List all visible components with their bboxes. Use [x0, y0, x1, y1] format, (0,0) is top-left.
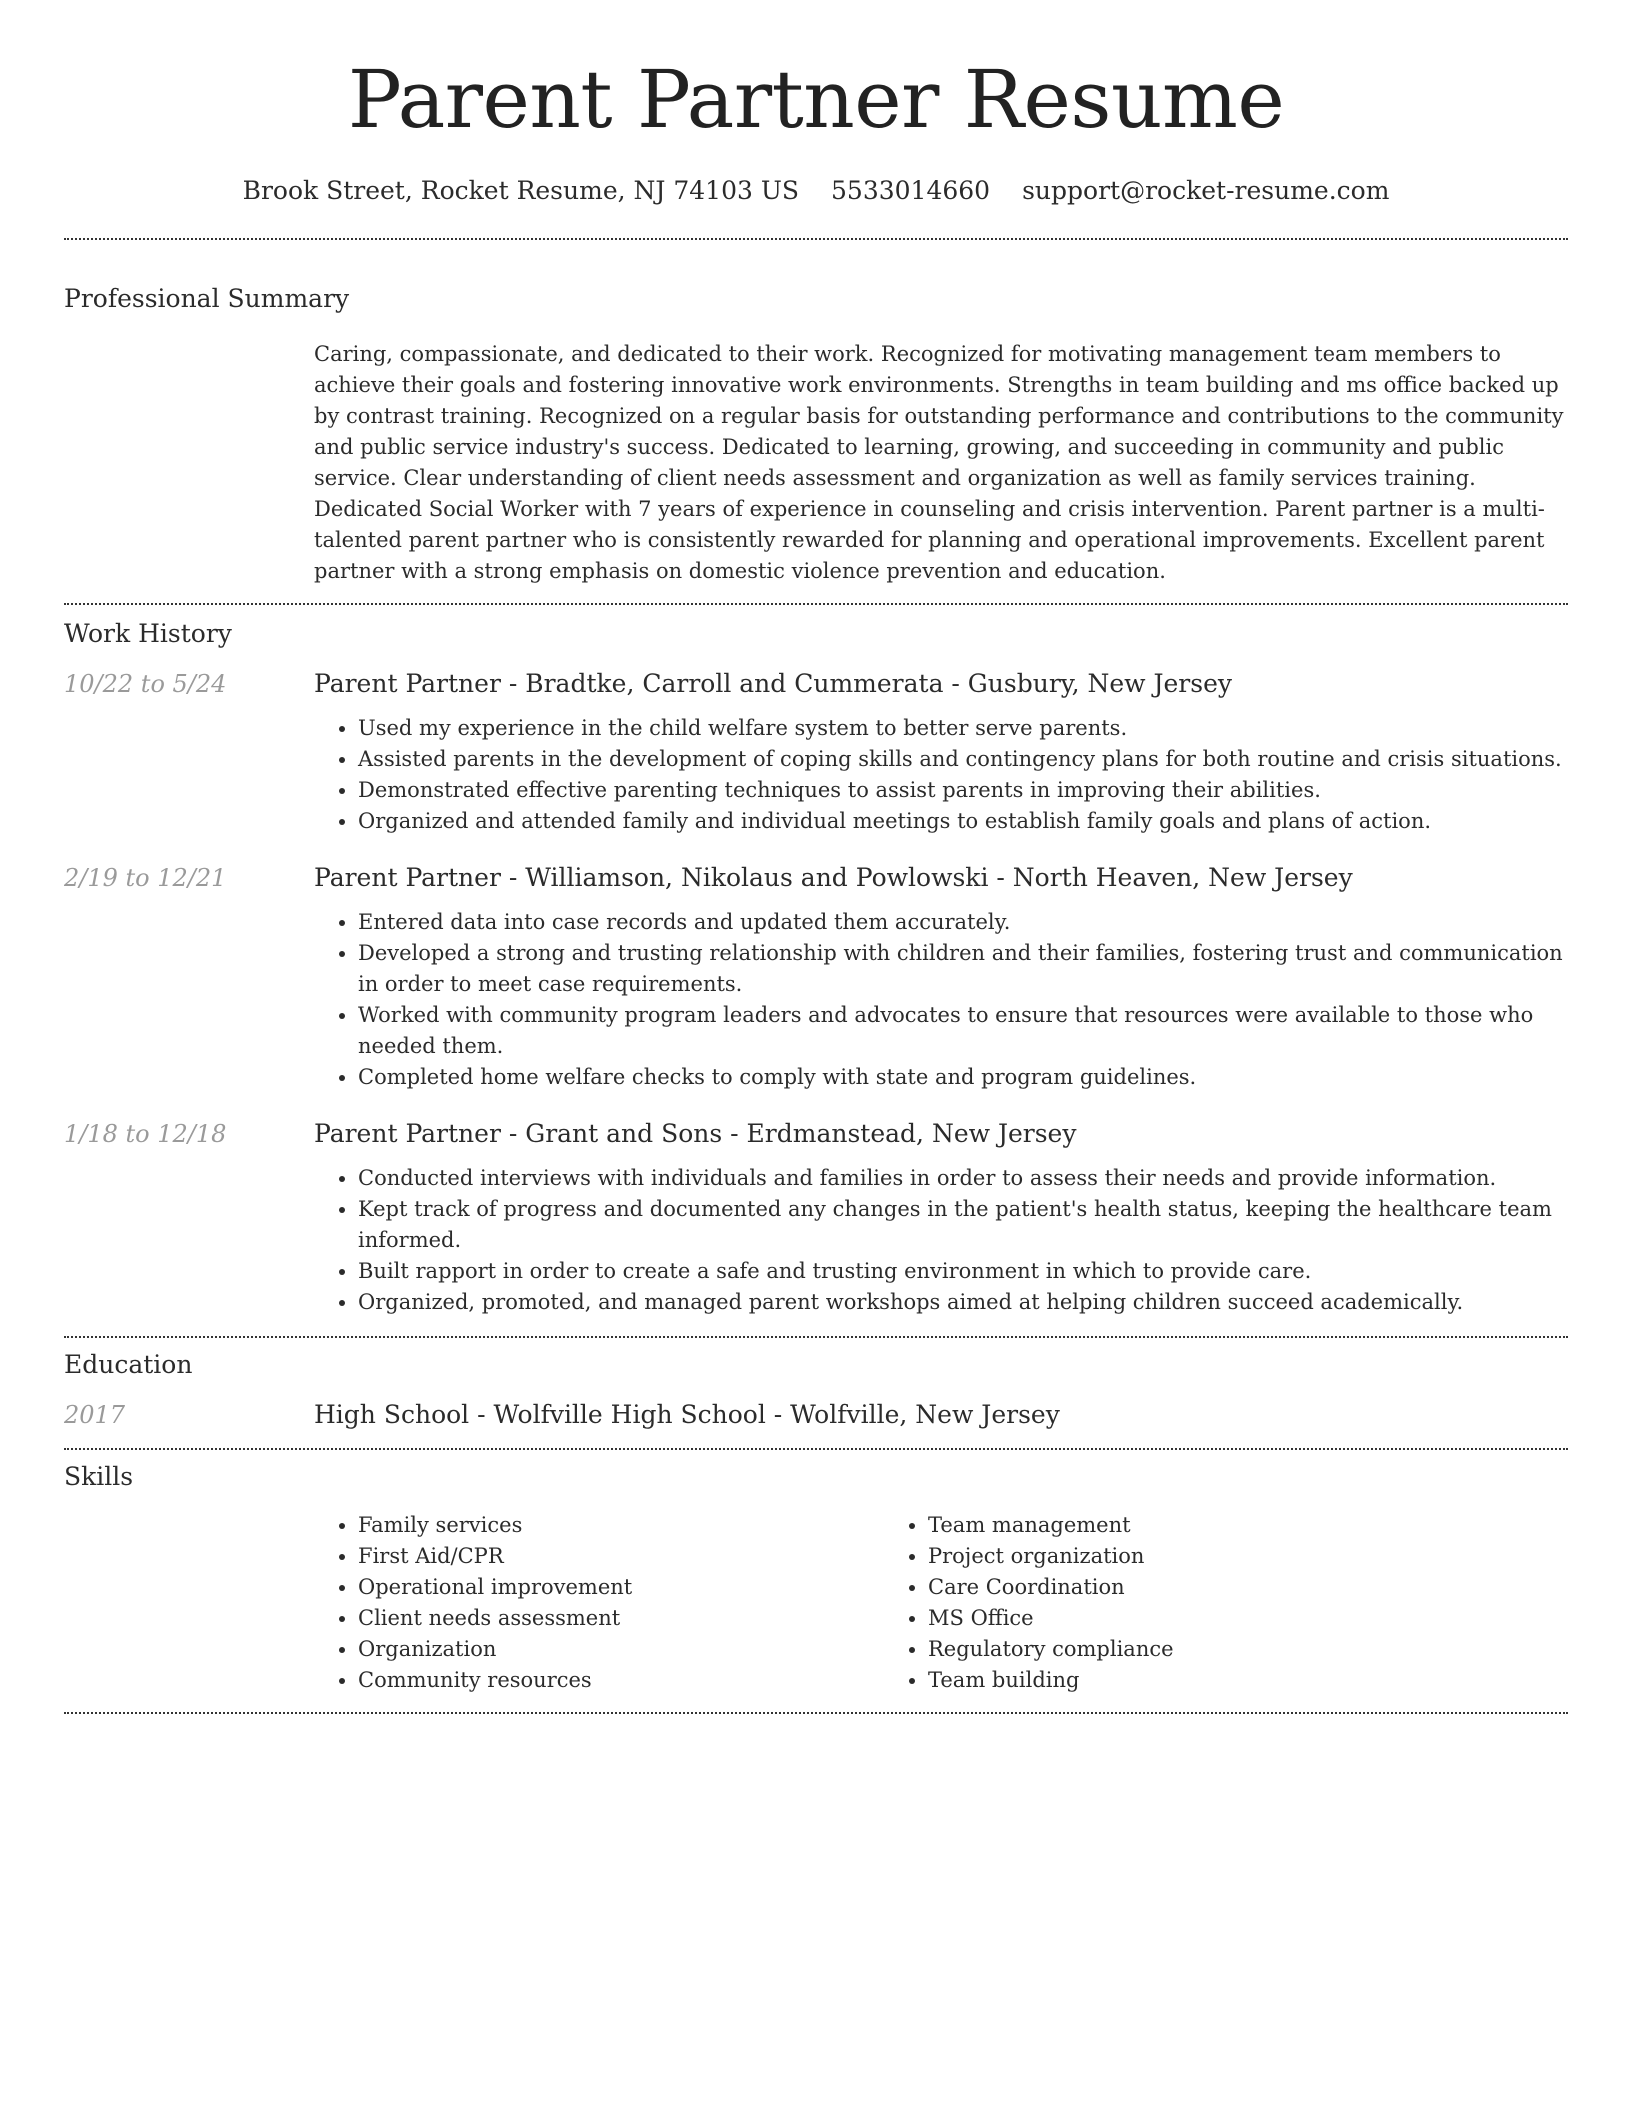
job-entry: [64, 667, 1568, 837]
job-duty-item: • Entered data into case records and updated them accurately.: [358, 907, 1568, 938]
job-duty-item: • Organized, promoted, and managed parent workshops aimed at helping children succeed academically.: [358, 1287, 1568, 1318]
education-section: [64, 1338, 1568, 1448]
job-details: [314, 861, 1568, 1093]
skills-section: [64, 1450, 1568, 1696]
job-title: Parent Partner - Bradtke, Carroll and Cummerata - Gusbury, New Jersey: [314, 669, 1232, 698]
job-entry: [64, 1117, 1568, 1318]
education-entry: [64, 1398, 1568, 1448]
job-duty-item: • Assisted parents in the development of coping skills and contingency plans for both routine and crisis situations.: [358, 744, 1568, 775]
job-dates: 10/22 to 5/24: [64, 670, 227, 698]
job-duties: [314, 713, 1568, 837]
job-dates: 1/18 to 12/18: [64, 1120, 227, 1148]
skill-item: • Organization: [358, 1634, 884, 1665]
job-duty-item: • Used my experience in the child welfare system to better serve parents.: [358, 713, 1568, 744]
job-duty-item: • Worked with community program leaders and advocates to ensure that resources were available to those who needed them.: [358, 1000, 1568, 1062]
skills-divider: [64, 1712, 1568, 1714]
skill-item: • MS Office: [928, 1603, 1454, 1634]
resume-title: Parent Partner Resume: [347, 53, 1285, 146]
skill-item: • First Aid/CPR: [358, 1541, 884, 1572]
job-duty-item: • Demonstrated effective parenting techniques to assist parents in improving their abilities.: [358, 775, 1568, 806]
education-title: High School - Wolfville High School - Wolfville, New Jersey: [314, 1400, 1060, 1429]
contact-address: Brook Street, Rocket Resume, NJ 74103 US: [242, 176, 800, 205]
job-duty-item: • Built rapport in order to create a safe and trusting environment in which to provide care.: [358, 1256, 1568, 1287]
job-entry: [64, 861, 1568, 1093]
skills-column-right: [884, 1510, 1454, 1696]
job-list: [64, 667, 1568, 1318]
skills-heading: Skills: [64, 1462, 134, 1491]
skill-item: • Team building: [928, 1665, 1454, 1696]
skill-item: • Project organization: [928, 1541, 1454, 1572]
job-duty-item: • Developed a strong and trusting relationship with children and their families, fostering trust and communication in order to meet case requirements.: [358, 938, 1568, 1000]
job-duties: [314, 1163, 1568, 1318]
skills-column-left: [314, 1510, 884, 1696]
summary-section: [64, 240, 1568, 587]
skill-item: • Regulatory compliance: [928, 1634, 1454, 1665]
skill-item: • Family services: [358, 1510, 884, 1541]
skill-item: • Team management: [928, 1510, 1454, 1541]
job-duty-item: • Organized and attended family and individual meetings to establish family goals and plans of action.: [358, 806, 1568, 837]
job-duty-item: • Conducted interviews with individuals and families in order to assess their needs and provide information.: [358, 1163, 1568, 1194]
contact-info: [64, 174, 1568, 208]
summary-text: Caring, compassionate, and dedicated to their work. Recognized for motivating management team members to achieve their goals and fostering innovative work environments. Strengths in team building and ms office backed up by contrast training. Recognized on a regular basis for outstanding performance and contributions to the community and public service industry's success. Dedicated to learning, growing, and succeeding in community and public service. Clear understanding of client needs assessment and organization as well as family services training. Dedicated Social Worker with 7 years of experience in counseling and crisis intervention. Parent partner is a multi-talented parent partner who is consistently rewarded for planning and operational improvements. Excellent parent partner with a strong emphasis on domestic violence prevention and education.: [314, 342, 1564, 583]
skill-item: • Client needs assessment: [358, 1603, 884, 1634]
skill-item: • Operational improvement: [358, 1572, 884, 1603]
skill-item: • Community resources: [358, 1665, 884, 1696]
summary-heading: Professional Summary: [64, 284, 350, 313]
work-history-heading: Work History: [64, 619, 232, 648]
education-heading: Education: [64, 1350, 193, 1379]
skill-item: • Care Coordination: [928, 1572, 1454, 1603]
contact-email: support@rocket-resume.com: [1022, 176, 1390, 205]
contact-phone: 5533014660: [831, 176, 991, 205]
work-history-section: [64, 605, 1568, 1336]
job-details: [314, 1117, 1568, 1318]
job-duty-item: • Completed home welfare checks to comply with state and program guidelines.: [358, 1062, 1568, 1093]
skills-columns: [314, 1510, 1568, 1696]
job-dates: 2/19 to 12/21: [64, 864, 227, 892]
job-duties: [314, 907, 1568, 1093]
job-details: [314, 667, 1568, 837]
job-title: Parent Partner - Grant and Sons - Erdmanstead, New Jersey: [314, 1119, 1077, 1148]
job-duty-item: • Kept track of progress and documented any changes in the patient's health status, keeping the healthcare team informed.: [358, 1194, 1568, 1256]
job-title: Parent Partner - Williamson, Nikolaus and Powlowski - North Heaven, New Jersey: [314, 863, 1353, 892]
education-date: 2017: [64, 1401, 126, 1429]
